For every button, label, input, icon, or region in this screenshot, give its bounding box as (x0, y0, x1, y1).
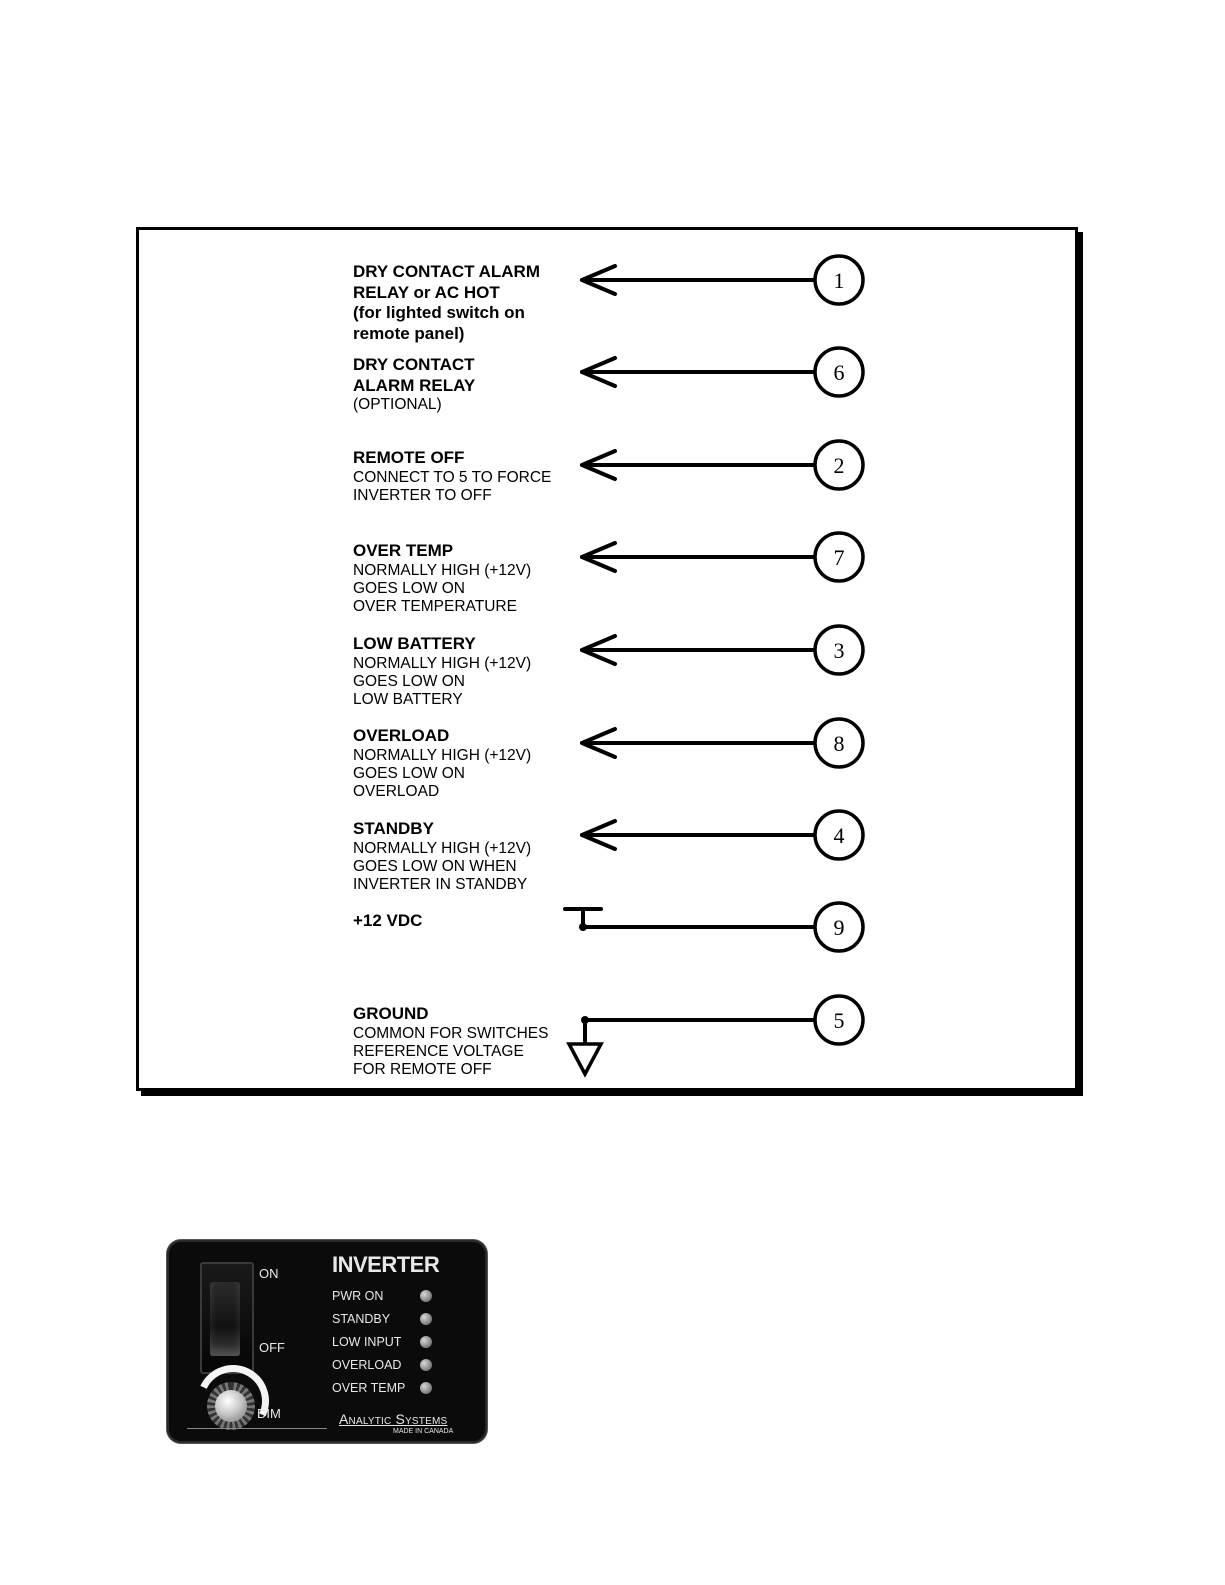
indicator-label: STANDBY (332, 1312, 391, 1326)
pin-description: NORMALLY HIGH (+12V) GOES LOW ON WHEN INVERTER IN STANDBY (353, 839, 532, 893)
pin-description: (OPTIONAL) (353, 396, 442, 413)
pin-number: 2 (833, 453, 845, 478)
indicator-led-icon (420, 1359, 432, 1371)
dimmer-cap (215, 1390, 247, 1422)
remote-panel-photo (167, 1240, 487, 1443)
indicator-led-icon (420, 1290, 432, 1302)
dimmer-knob (207, 1382, 255, 1430)
dim-label: DIM (257, 1406, 281, 1421)
off-label: OFF (259, 1340, 285, 1355)
pin-title: REMOTE OFF (353, 448, 465, 467)
pin-description: CONNECT TO 5 TO FORCE INVERTER TO OFF (353, 468, 552, 504)
indicator-row (332, 1288, 442, 1306)
pin-number: 7 (833, 545, 845, 570)
panel-divider (187, 1428, 327, 1429)
pin-number: 3 (833, 638, 845, 663)
pin-number: 6 (833, 360, 845, 385)
junction-dot (579, 923, 587, 931)
wiring-diagram (136, 227, 1078, 1091)
wiring-lines (139, 230, 1075, 1088)
pin-title: GROUND (353, 1004, 429, 1023)
indicator-label: PWR ON (332, 1289, 384, 1303)
indicator-label: OVERLOAD (332, 1358, 402, 1372)
pin-number: 1 (833, 268, 845, 293)
rocker-paddle (210, 1282, 240, 1356)
pin-number: 9 (833, 915, 845, 940)
pin-title: OVER TEMP (353, 541, 454, 560)
indicator-led-icon (420, 1313, 432, 1325)
pin-number: 4 (833, 823, 845, 848)
pin-description: NORMALLY HIGH (+12V) GOES LOW ON OVERLOAD (353, 746, 532, 800)
indicator-row (332, 1334, 442, 1352)
ground-symbol-icon (569, 1044, 601, 1074)
indicator-led-icon (420, 1382, 432, 1394)
pin-number: 5 (833, 1008, 845, 1033)
pin-title: STANDBY (353, 819, 434, 838)
pin-number: 8 (833, 731, 845, 756)
on-label: ON (259, 1266, 279, 1281)
indicator-label: OVER TEMP (332, 1381, 406, 1395)
indicator-label: LOW INPUT (332, 1335, 402, 1349)
pin-title: DRY CONTACT ALARM RELAY or AC HOT (for lighted switch on remote panel) (353, 262, 540, 343)
pin-title: DRY CONTACT ALARM RELAY (353, 355, 476, 395)
panel-title: INVERTER (332, 1252, 440, 1277)
junction-dot (581, 1016, 589, 1024)
pin-description: COMMON FOR SWITCHES REFERENCE VOLTAGE FOR REMOTE OFF (353, 1024, 549, 1078)
pin-title: LOW BATTERY (353, 634, 476, 653)
indicator-led-icon (420, 1336, 432, 1348)
pin-description: NORMALLY HIGH (+12V) GOES LOW ON OVER TEMPERATURE (353, 561, 532, 615)
pin-description: NORMALLY HIGH (+12V) GOES LOW ON LOW BATTERY (353, 654, 532, 708)
made-in-label: MADE IN CANADA (393, 1428, 454, 1435)
indicator-row (332, 1357, 442, 1375)
brand-logo: Analytic Systems (339, 1411, 448, 1427)
power-rocker-switch (200, 1262, 254, 1374)
pin-title: OVERLOAD (353, 726, 450, 745)
indicator-row (332, 1380, 442, 1398)
pin-title: +12 VDC (353, 911, 423, 930)
indicator-row (332, 1311, 442, 1329)
